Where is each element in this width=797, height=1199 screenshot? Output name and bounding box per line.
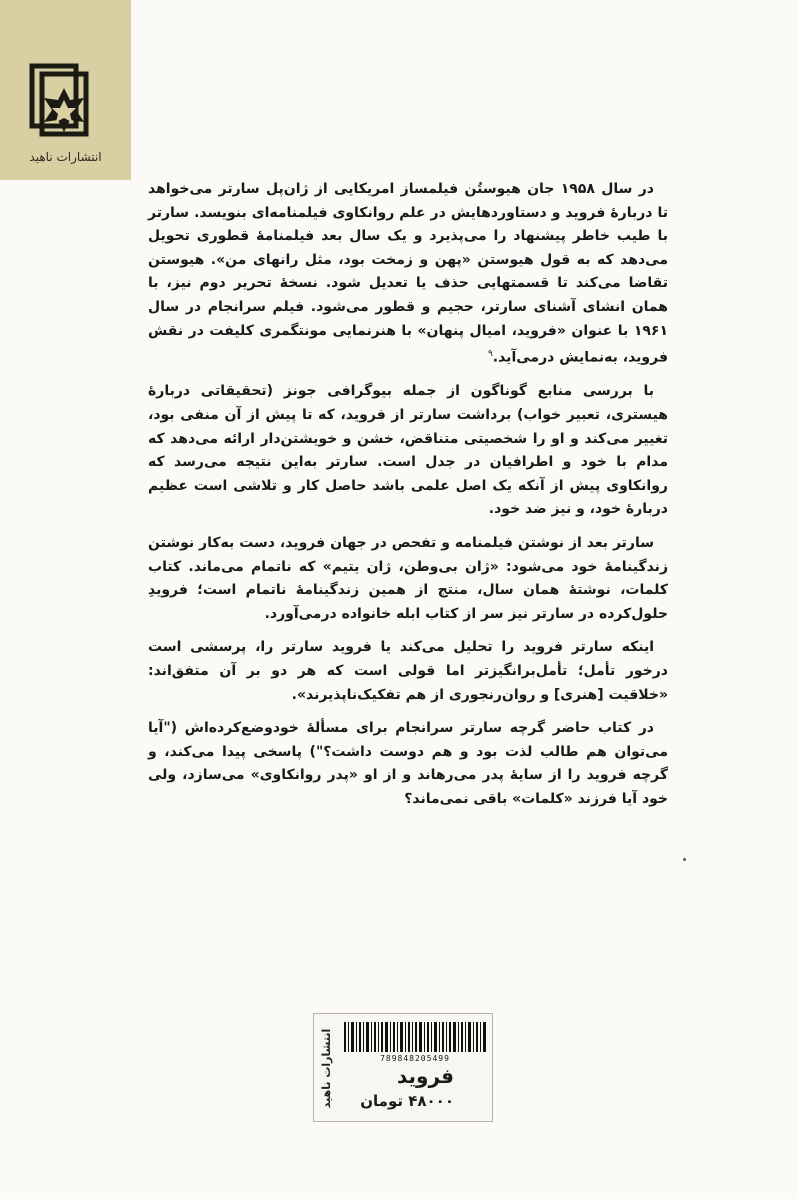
barcode-digits: 789848205499 [380,1054,450,1063]
publisher-caption: انتشارات ناهید [29,150,102,164]
publisher-logo-panel [0,0,131,180]
paragraph-4: اینکه سارتر فروید را تحلیل می‌کند یا فروید سارتر را، پرسشی است درخور تأمل؛ تأمل‌برانگیزتر اما قولی است که هر دو بر آن متفق‌اند: «خلاقیت [هنری] و روان‌رنجوری از هم تفکیک‌ناپذیرند». [148,639,668,703]
publisher-star-logo-icon [26,62,98,148]
back-cover-blurb [148,178,668,822]
print-speck [683,858,686,861]
price-sticker [313,1013,493,1122]
paragraph-1-text: در سال ۱۹۵۸ جان هیوستُن فیلمساز امریکایی از ژان‌پل سارتر می‌خواهد تا دربارهٔ فروید و دستاوردهایش در علم روانکاوی فیلمنامه‌ای بنویسد. سارتر با طیب خاطر پیشنهاد را می‌پذیرد و یک سال بعد فیلمنامهٔ قطوری تحویل می‌دهد که به قول هیوستن «پهن و زمخت بود، مثل رانهای من». هیوستن تقاضا می‌کند تا قسمتهایی حذف یا تعدیل شود. نسخهٔ تحریر دوم نیز، با همان انشای آشنای سارتر، حجیم و قطور می‌شود. فیلم سرانجام در سال ۱۹۶۱ با عنوان «فروید، امیال پنهان» با هنرنمایی مونتگمری کلیفت در نقش فروید، به‌نمایش درمی‌آید. [148,181,668,366]
paragraph-5: در کتاب حاضر گرچه سارتر سرانجام برای مسألهٔ خودوضع‌کرده‌اش ("آیا می‌توان هم طالب لذت بود و هم دوست داشت؟") پاسخی پیدا می‌کند، و گرچه فروید را از سایهٔ پدر می‌رهاند و از او «پدر روانکاوی» می‌سازد، ولی خود آیا فرزند «کلمات» باقی نمی‌ماند؟ [148,720,668,807]
paragraph-1 [148,178,668,370]
sticker-book-title: فروید [396,1064,454,1088]
paragraph-2: با بررسی منابع گوناگون از جمله بیوگرافی جونز (تحقیقاتی دربارهٔ هیستری، تعبیر خواب) برداشت سارتر از فروید، که تا پیش از آن منفی بود، تغییر می‌کند و او را شخصیتی متناقض، خشن و خویشتن‌دار ارائه می‌دهد که مدام با خود و اطرافیان در جدل است. سارتر به‌این نتیجه می‌رسد که روانکاوی پیش از آنکه یک اصل علمی باشد حاصل کار و تلاشی است عظیم دربارهٔ خود، و نیز ضد خود. [148,383,668,518]
sticker-publisher-text: انتشارات ناهید [320,1028,334,1108]
footnote-mark: ۹ [487,349,493,360]
barcode-icon [342,1022,488,1052]
sticker-publisher-vertical [316,1018,338,1118]
paragraph-3: سارتر بعد از نوشتن فیلمنامه و تفحص در جهان فروید، دست به‌کار نوشتن زندگینامهٔ خود می‌شود: «ژان بی‌وطن، ژان یتیم» که ناتمام می‌ماند. کتاب کلمات، نوشتهٔ همان سال، منتج از همین زندگینامهٔ ناتمام است؛ فرویدِ حلول‌کرده در سارتر نیز سر از کتاب ابله خانواده درمی‌آورد. [148,534,668,622]
sticker-price: ۴۸۰۰۰ تومان [360,1092,454,1110]
